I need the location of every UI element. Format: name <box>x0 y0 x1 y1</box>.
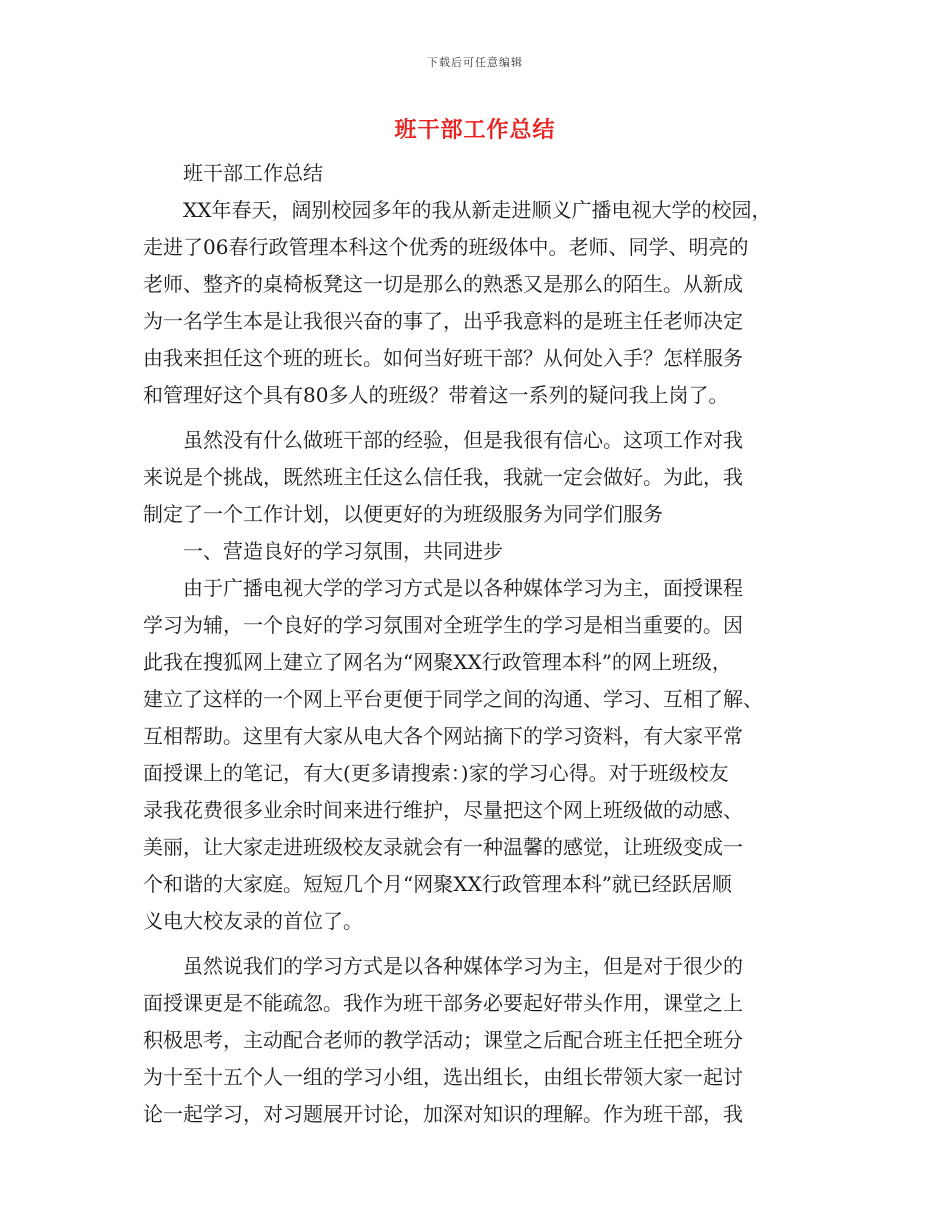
paragraph-line: 积极思考，主动配合老师的教学活动；课堂之后配合班主任把全班分 <box>143 1028 743 1052</box>
paragraph-line: 义电大校友录的首位了。 <box>143 909 363 933</box>
paragraph-line: 为十至十五个人一组的学习小组，选出组长，由组长带领大家一起讨 <box>143 1065 743 1089</box>
header-note: 下载后可任意编辑 <box>427 56 523 69</box>
paragraph-line: XX年春天，阔别校园多年的我从新走进顺义广播电视大学的校园， <box>183 198 772 222</box>
paragraph-line: 美丽，让大家走进班级校友录就会有一种温馨的感觉，让班级变成一 <box>143 835 743 859</box>
paragraph-line: 走进了06春行政管理本科这个优秀的班级体中。老师、同学、明亮的 <box>143 235 749 259</box>
paragraph-3 <box>143 570 813 940</box>
paragraph-line: 论一起学习，对习题展开讨论，加深对知识的理解。作为班干部，我 <box>143 1102 743 1126</box>
paragraph-line: 个和谐的大家庭。短短几个月“网聚XX行政管理本科”就已经跃居顺 <box>143 872 732 896</box>
paragraph-line: 由于广播电视大学的学习方式是以各种媒体学习为主，面授课程 <box>183 576 743 600</box>
subtitle-line: 班干部工作总结 <box>183 161 323 185</box>
section-heading-line: 一、营造良好的学习氛围，共同进步 <box>183 539 503 563</box>
paragraph-line: 制定了一个工作计划，以便更好的为班级服务为同学们服务 <box>143 502 663 526</box>
paragraph-line: 互相帮助。这里有大家从电大各个网站摘下的学习资料，有大家平常 <box>143 724 743 748</box>
paragraph-line: 和管理好这个具有80多人的班级？带着这一系列的疑问我上岗了。 <box>143 383 729 407</box>
subtitle-paragraph <box>143 155 813 192</box>
paragraph-line: 录我花费很多业余时间来进行维护，尽量把这个网上班级做的动感、 <box>143 798 743 822</box>
paragraph-line: 虽然没有什么做班干部的经验，但是我很有信心。这项工作对我 <box>183 428 743 452</box>
paragraph-4 <box>143 948 813 1133</box>
section-heading <box>143 533 813 570</box>
document-title: 班干部工作总结 <box>394 118 556 143</box>
paragraph-line: 面授课上的笔记，有大(更多请搜索：)家的学习心得。对于班级校友 <box>143 761 729 785</box>
document-body <box>143 155 813 1133</box>
paragraph-line: 来说是个挑战，既然班主任这么信任我，我就一定会做好。为此，我 <box>143 465 743 489</box>
paragraph-line: 建立了这样的一个网上平台更便于同学之间的沟通、学习、互相了解、 <box>143 687 763 711</box>
paragraph-2 <box>143 422 813 533</box>
paragraph-1 <box>143 192 813 414</box>
paragraph-line: 由我来担任这个班的班长。如何当好班干部？从何处入手？怎样服务 <box>143 346 743 370</box>
paragraph-line: 学习为辅，一个良好的学习氛围对全班学生的学习是相当重要的。因 <box>143 613 743 637</box>
paragraph-line: 面授课更是不能疏忽。我作为班干部务必要起好带头作用，课堂之上 <box>143 991 743 1015</box>
paragraph-line: 虽然说我们的学习方式是以各种媒体学习为主，但是对于很少的 <box>183 954 743 978</box>
paragraph-line: 此我在搜狐网上建立了网名为“网聚XX行政管理本科”的网上班级， <box>143 650 732 674</box>
paragraph-line: 为一名学生本是让我很兴奋的事了，出乎我意料的是班主任老师决定 <box>143 309 743 333</box>
paragraph-line: 老师、整齐的桌椅板凳这一切是那么的熟悉又是那么的陌生。从新成 <box>143 272 743 296</box>
